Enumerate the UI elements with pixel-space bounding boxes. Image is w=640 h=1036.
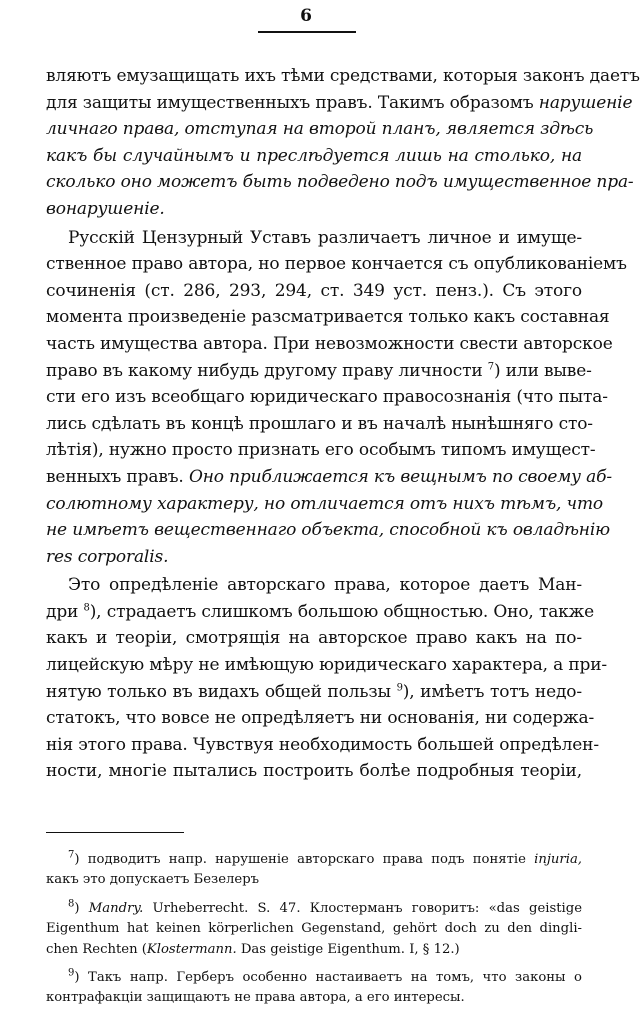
italic-text: сколько оно можетъ быть подведено подъ имущественное пра-	[46, 172, 634, 193]
footnote-marker: 8	[83, 602, 90, 614]
italic-text: вонарушеніе.	[46, 198, 165, 219]
paragraph-first-line	[46, 572, 582, 599]
italic-text: не имѣетъ вещественнаго объекта, способной къ овладѣнію	[46, 520, 610, 541]
text-run: Urheberrecht. S. 47. Клостерманъ говоритъ: «das geistige	[143, 900, 582, 916]
text-run: chen Rechten (	[46, 941, 147, 957]
text-line	[46, 652, 608, 679]
text-run: Русскій Цензурный Уставъ различаетъ личное и имуще-	[68, 227, 582, 248]
text-run: ности, многіе пытались построить болѣе подробныя теоріи,	[46, 761, 582, 782]
text-line	[46, 679, 582, 706]
footnote-marker: 9	[396, 682, 403, 693]
paragraph-first-line	[46, 225, 582, 252]
italic-text: Klostermann.	[146, 941, 237, 957]
footnote-line	[46, 850, 582, 870]
page-number: 6	[300, 6, 312, 26]
footnote-separator	[46, 832, 184, 833]
text-run: Eigenthum hat keinen körperlichen Gegenstand, gehört doch zu den dingli-	[46, 921, 582, 937]
text-run: сочиненія (ст. 286, 293, 294, ст. 349 уст. пенз.). Съ этого	[46, 280, 582, 301]
text-line	[46, 304, 610, 331]
text-run: ственное право автора, но первое кончается съ опубликованіемъ	[46, 254, 627, 275]
text-line	[46, 464, 612, 491]
text-line	[46, 90, 633, 117]
footnote	[46, 899, 582, 960]
italic-text: res corporalis.	[46, 546, 169, 567]
text-line	[46, 384, 608, 411]
italic-text: Mandry.	[88, 900, 144, 916]
text-run: лѣтія), нужно просто признать его особымъ типомъ имущест-	[46, 440, 596, 461]
text-run: венныхъ правъ.	[46, 466, 189, 487]
text-run: сти его изъ всеобщаго юридическаго правосознанія (что пыта-	[46, 387, 608, 408]
text-line	[46, 196, 582, 223]
text-line	[46, 63, 640, 90]
text-run: лись сдѣлать въ концѣ прошлаго и въ началѣ нынѣшняго сто-	[46, 413, 593, 434]
text-run: статокъ, что вовсе не опредѣляетъ ни основанія, ни содержа-	[46, 708, 595, 729]
text-run: )	[74, 900, 89, 916]
text-run: лицейскую мѣру не имѣющую юридическаго характера, а при-	[46, 655, 608, 676]
text-line	[46, 491, 604, 518]
text-line	[46, 169, 634, 196]
text-line	[46, 625, 582, 652]
text-run: вляютъ емузащищать ихъ тѣми средствами, которыя законъ даетъ	[46, 66, 640, 86]
text-line	[46, 437, 596, 464]
footnote	[46, 968, 582, 1009]
text-run: Это опредѣленіе авторскаго права, которое даетъ Ман-	[68, 575, 582, 596]
text-line	[46, 251, 627, 278]
main-text	[46, 63, 640, 785]
text-line	[46, 116, 594, 143]
text-run: ) подводитъ напр. нарушеніе авторскаго права подъ понятіе	[74, 852, 535, 867]
footnote-line	[46, 870, 582, 890]
text-line	[46, 331, 613, 358]
footnotes	[46, 850, 582, 1009]
italic-text: солютному характеру, но отличается отъ нихъ тѣмъ, что	[46, 493, 604, 514]
text-run: право въ какому нибудь другому праву личности	[46, 360, 488, 381]
footnote-line	[46, 940, 582, 960]
text-line	[46, 732, 599, 759]
text-line	[46, 411, 593, 438]
text-run: ) или выве-	[494, 360, 592, 381]
text-run: ), имѣетъ тотъ недо-	[402, 681, 582, 702]
text-run: ), страдаетъ слишкомъ большою общностью. Оно, также	[89, 601, 595, 622]
footnote-marker: 8	[68, 898, 75, 910]
text-run: какъ это допускаетъ Безелеръ	[46, 872, 260, 888]
text-line	[46, 278, 582, 305]
text-line	[46, 143, 582, 170]
text-line	[46, 358, 592, 385]
text-run: нія этого права. Чувствуя необходимость большей опредѣлен-	[46, 734, 599, 755]
text-line	[46, 599, 595, 626]
text-run: Das geistige Eigenthum. I, § 12.)	[236, 941, 460, 957]
footnote-marker: 7	[487, 360, 494, 372]
footnote-marker: 9	[68, 967, 75, 979]
text-line	[46, 544, 582, 571]
footnote-line	[46, 988, 582, 1008]
italic-text: личнаго права, отступая на второй планъ, является здѣсь	[46, 119, 594, 140]
text-run: контрафакціи защищаютъ не права автора, а его интересы.	[46, 990, 465, 1006]
text-run: момента произведеніе разсматривается только какъ составная	[46, 307, 610, 328]
italic-text: какъ бы случайнымъ и преслѣдуется лишь на столько, на	[46, 145, 582, 166]
text-line	[46, 758, 582, 785]
italic-text: injuria,	[534, 852, 582, 867]
text-run: какъ и теоріи, смотрящія на авторское право какъ на по-	[46, 628, 582, 649]
footnote-marker: 7	[68, 849, 75, 861]
text-line	[46, 517, 610, 544]
text-run: часть имущества автора. При невозможности свести авторское	[46, 333, 613, 354]
footnote-line	[46, 919, 582, 939]
footnote	[46, 850, 582, 891]
header-rule	[258, 31, 356, 33]
italic-text: Оно приближается къ вещнымъ по своему аб-	[188, 466, 612, 487]
text-run: для защиты имущественныхъ правъ. Такимъ образомъ	[46, 92, 539, 113]
text-run: нятую только въ видахъ общей пользы	[46, 681, 397, 702]
footnote-line	[46, 968, 582, 988]
text-run: дри	[46, 601, 84, 622]
text-line	[46, 705, 595, 732]
italic-text: нарушеніе	[538, 92, 633, 113]
footnote-line	[46, 899, 582, 919]
text-run: ) Такъ напр. Герберъ особенно настаиваетъ на томъ, что законы о	[74, 969, 582, 985]
